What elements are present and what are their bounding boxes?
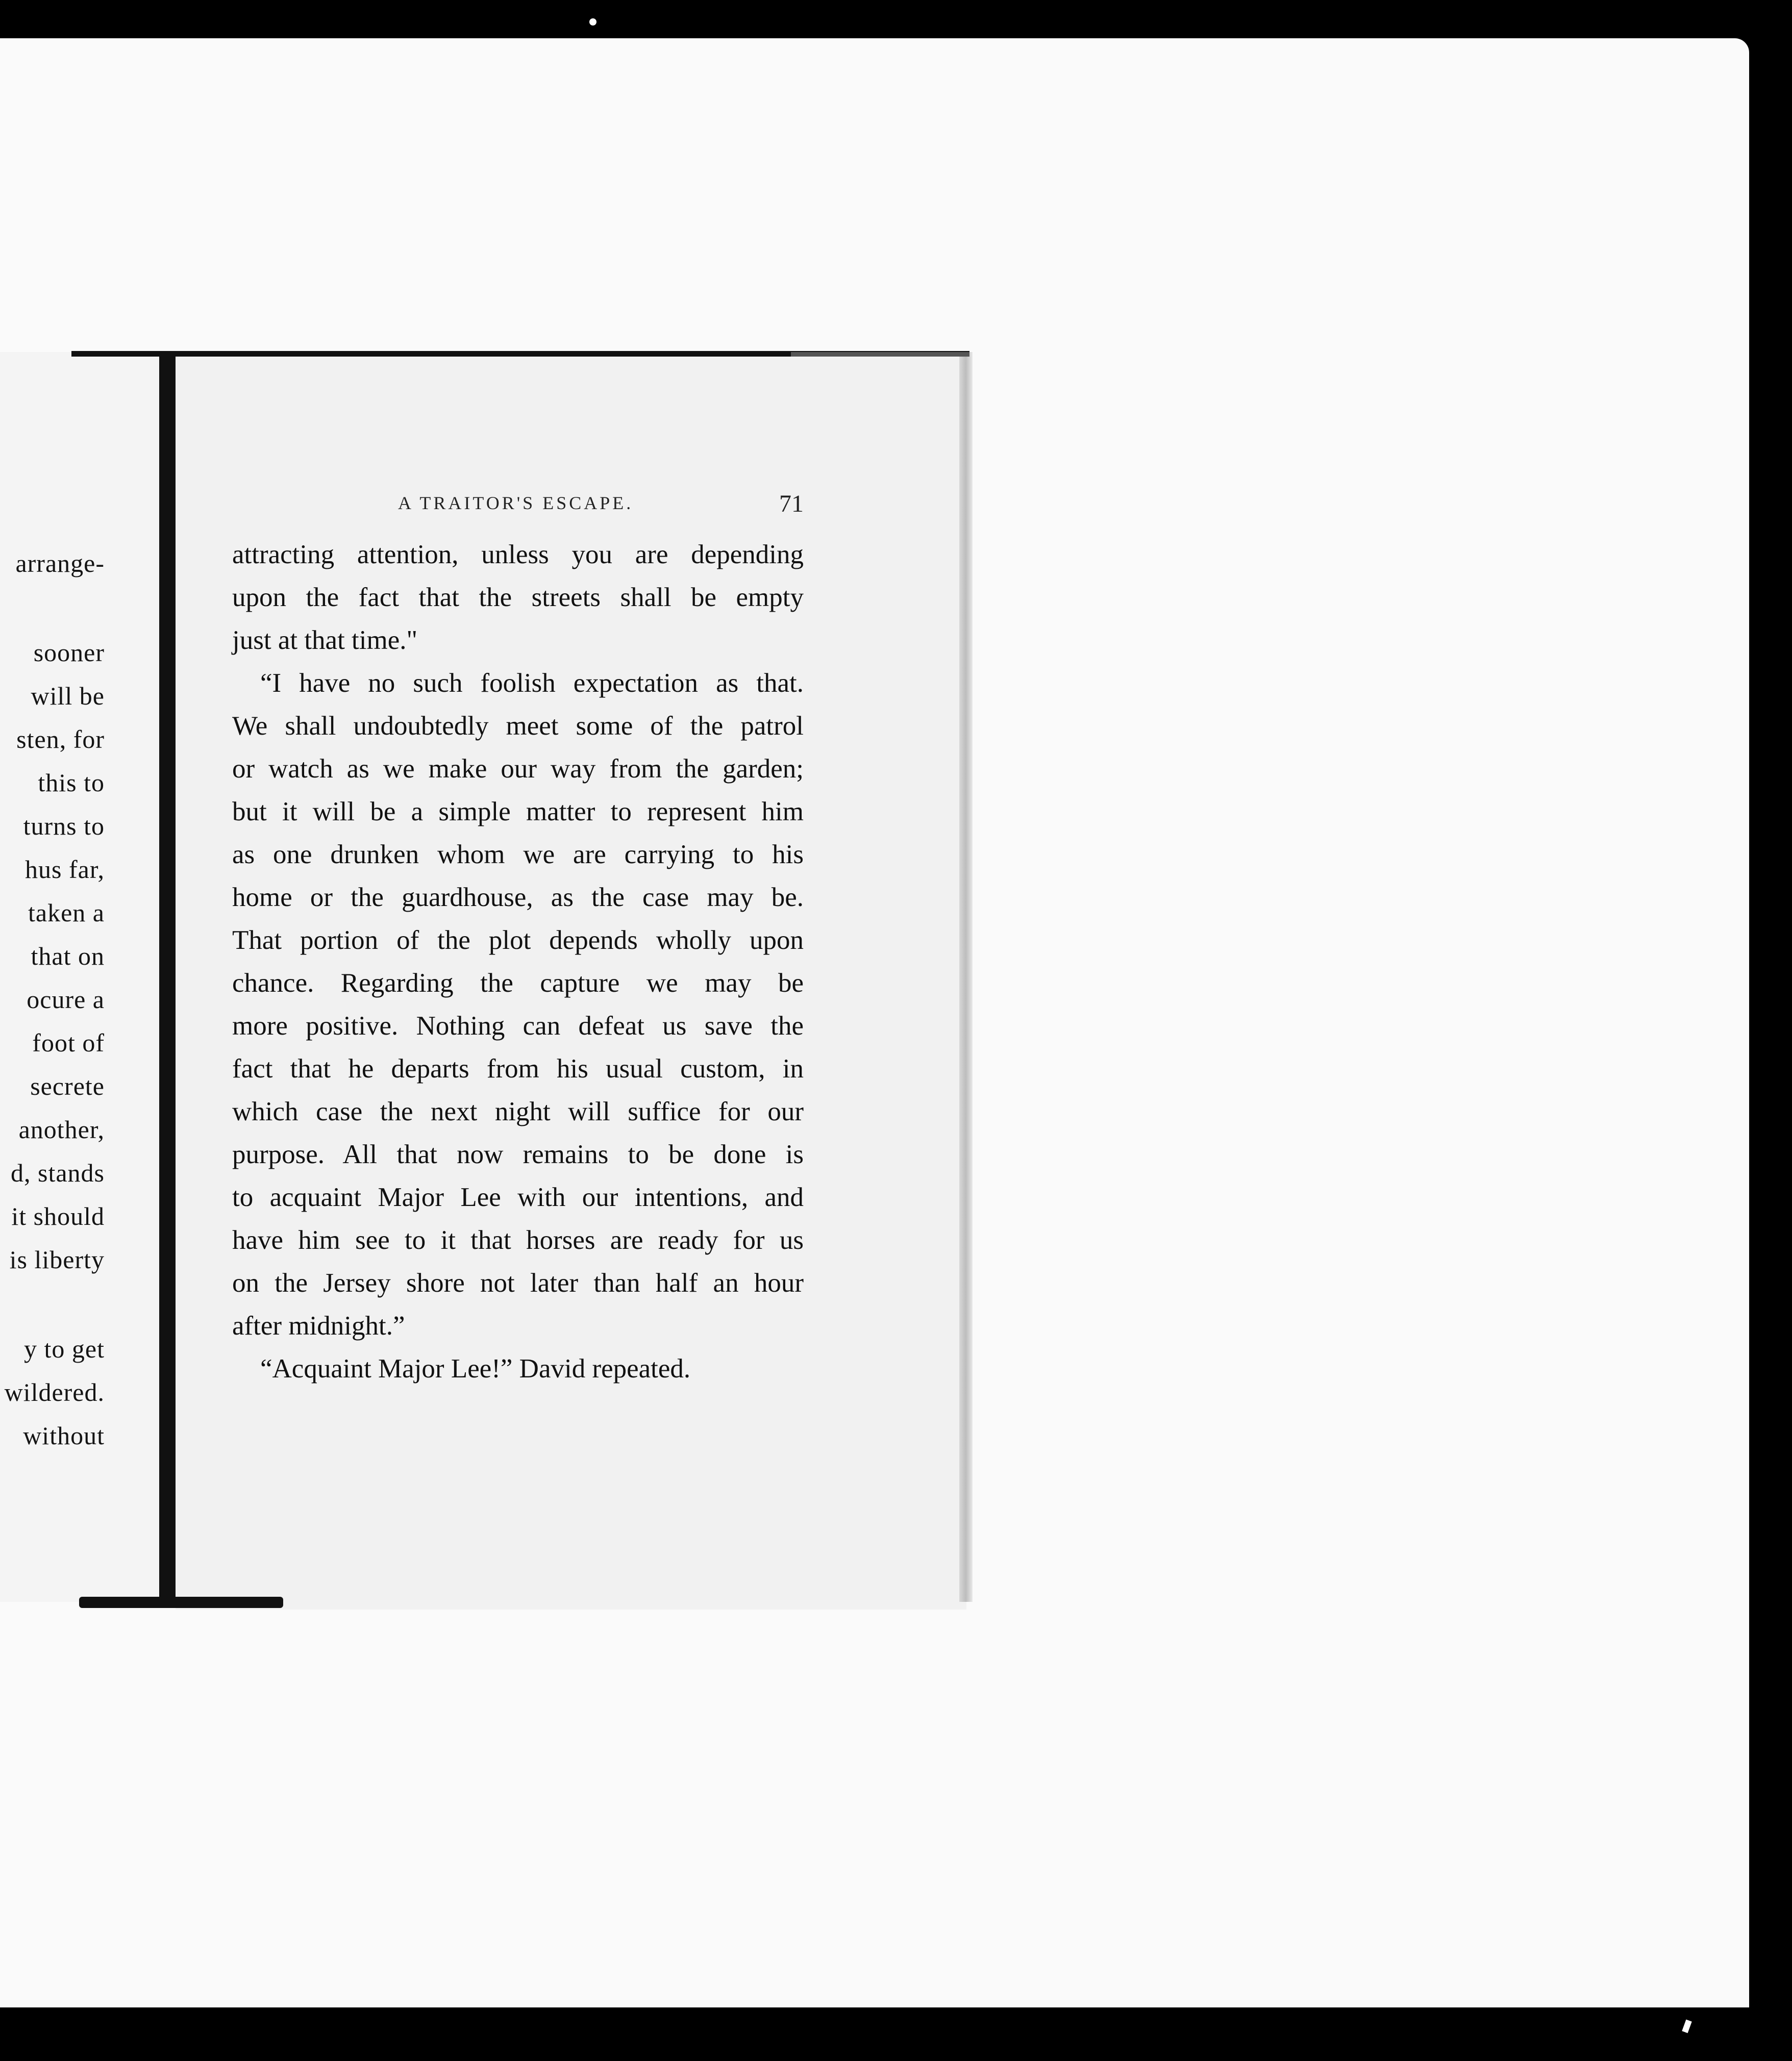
page-edge <box>959 352 973 1602</box>
left-page-line: taken a <box>28 898 105 927</box>
body-line: chance. Regarding the capture we may be <box>232 968 804 998</box>
body-line: “Acquaint Major Lee!” David repeated. <box>260 1354 691 1384</box>
body-line: have him see to it that horses are ready for us <box>232 1225 804 1255</box>
body-line: on the Jersey shore not later than half an hour <box>232 1268 804 1298</box>
left-page-line: y to get <box>24 1335 105 1363</box>
gutter-bottom-rule <box>79 1597 283 1608</box>
book-gutter <box>159 353 176 1603</box>
left-page-line: turns to <box>23 812 105 840</box>
body-line: “I have no such foolish expectation as that. <box>260 668 804 698</box>
body-line: That portion of the plot depends wholly upon <box>232 925 804 955</box>
body-line: more positive. Nothing can defeat us save the <box>232 1011 804 1041</box>
film-mark <box>589 18 596 26</box>
gutter-top-rule-fade <box>791 352 969 357</box>
body-line: fact that he departs from his usual custom, in <box>232 1054 804 1084</box>
left-page-line: another, <box>18 1115 105 1144</box>
left-page-line: this to <box>38 768 105 797</box>
page-number: 71 <box>779 490 804 517</box>
left-page <box>0 352 171 1602</box>
left-page-line: without <box>23 1421 105 1450</box>
body-line: just at that time." <box>232 625 418 655</box>
left-page-line: ocure a <box>27 985 105 1014</box>
body-line: purpose. All that now remains to be done is <box>232 1140 804 1169</box>
body-line: to acquaint Major Lee with our intentions, and <box>232 1183 804 1212</box>
body-line: attracting attention, unless you are depending <box>232 540 804 569</box>
body-line: after midnight.” <box>232 1311 405 1341</box>
body-line: We shall undoubtedly meet some of the patrol <box>232 711 804 741</box>
left-page-line: foot of <box>32 1028 105 1057</box>
left-page-line: d, stands <box>11 1159 105 1187</box>
film-mark <box>1682 2020 1691 2033</box>
body-line: as one drunken whom we are carrying to his <box>232 840 804 869</box>
left-page-line: it should <box>11 1202 105 1230</box>
left-page-line: arrange- <box>15 549 105 577</box>
body-line: or watch as we make our way from the garden; <box>232 754 804 784</box>
left-page-line: secrete <box>30 1072 105 1100</box>
left-page-line: wildered. <box>4 1378 105 1406</box>
left-page-line: sooner <box>33 638 105 667</box>
running-head: A TRAITOR'S ESCAPE. <box>398 493 634 513</box>
body-text <box>232 533 804 1390</box>
left-page-line: hus far, <box>25 855 105 884</box>
left-page-line: sten, for <box>16 725 105 753</box>
body-line: but it will be a simple matter to represent him <box>232 797 804 826</box>
left-page-line: that on <box>31 942 105 970</box>
left-page-line: is liberty <box>9 1245 105 1274</box>
body-line: upon the fact that the streets shall be empty <box>232 583 804 612</box>
body-line: home or the guardhouse, as the case may be. <box>232 883 804 912</box>
body-line: which case the next night will suffice for our <box>232 1097 804 1126</box>
left-page-line: will be <box>31 682 105 710</box>
